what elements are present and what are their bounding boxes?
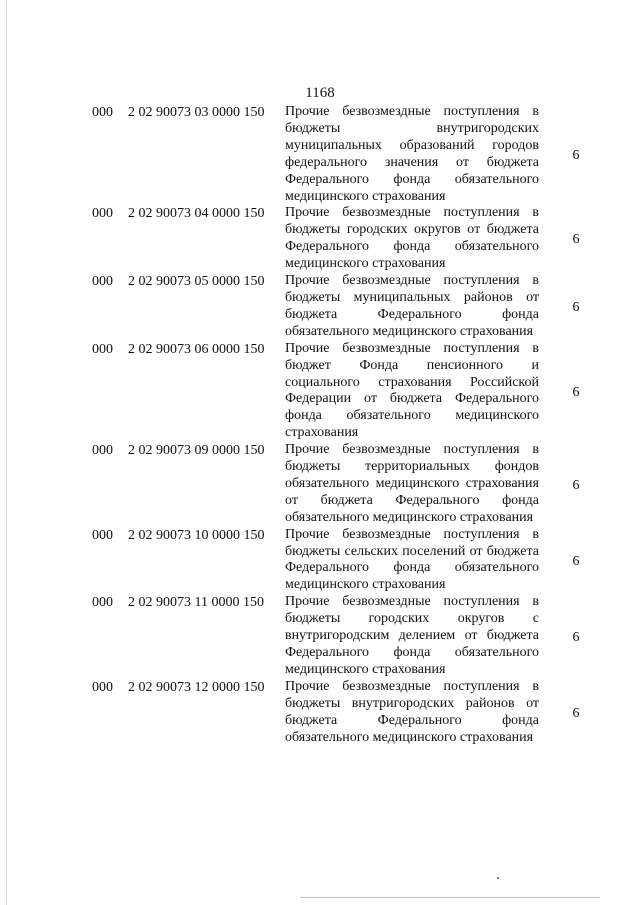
scan-bottom-line (300, 897, 600, 898)
kbk-code: 2 02 90073 12 0000 150 (128, 679, 265, 695)
kbk-code: 2 02 90073 05 0000 150 (128, 274, 265, 290)
row-value: 6 (572, 478, 580, 494)
admin-code: 000 (92, 341, 113, 357)
budget-classification-table (0, 104, 640, 746)
row-value: 6 (572, 553, 580, 569)
admin-code: 000 (92, 206, 113, 222)
kbk-code: 2 02 90073 03 0000 150 (128, 105, 265, 120)
admin-code: 000 (92, 443, 113, 459)
scan-speck (497, 877, 499, 879)
income-description: Прочие безвозмездные поступления в бюджеты сельских поселений от бюджета Федерального фонда обязательного медицинского страхования (285, 526, 539, 593)
admin-code: 000 (92, 105, 113, 120)
admin-code: 000 (92, 527, 113, 543)
table-row (0, 594, 640, 679)
income-description: Прочие безвозмездные поступления в бюджеты внутригородских районов от бюджета Федерального фонда обязательного медицинского страхования (285, 678, 539, 745)
kbk-code: 2 02 90073 06 0000 150 (128, 341, 265, 357)
row-value: 6 (572, 705, 580, 721)
income-description: Прочие безвозмездные поступления в бюджеты городских округов от бюджета Федерального фонда обязательного медицинского страхования (285, 205, 539, 272)
table-row (0, 341, 640, 442)
page-number: 1168 (305, 85, 335, 101)
income-description: Прочие безвозмездные поступления в бюджеты внутригородских муниципальных образований городов федерального значения от бюджета Федерального фонда обязательного медицинского страхования (285, 104, 539, 204)
table-row (0, 273, 640, 341)
table-row (0, 205, 640, 273)
table-row (0, 527, 640, 595)
income-description: Прочие безвозмездные поступления в бюджеты городских округов с внутригородским делением от бюджета Федерального фонда обязательного медицинского страхования (285, 594, 539, 677)
income-description: Прочие безвозмездные поступления в бюджет Фонда пенсионного и социального страхования Российской Федерации от бюджета Федерального фонда обязательного медицинского страхования (285, 340, 539, 441)
kbk-code: 2 02 90073 10 0000 150 (128, 527, 265, 543)
admin-code: 000 (92, 679, 113, 695)
kbk-code: 2 02 90073 11 0000 150 (128, 595, 264, 611)
admin-code: 000 (92, 274, 113, 290)
row-value: 6 (572, 384, 580, 400)
row-value: 6 (572, 300, 580, 316)
admin-code: 000 (92, 595, 113, 611)
row-value: 6 (572, 630, 580, 646)
table-row (0, 442, 640, 527)
kbk-code: 2 02 90073 04 0000 150 (128, 206, 265, 222)
income-description: Прочие безвозмездные поступления в бюджеты территориальных фондов обязательного медицинского страхования от бюджета Федерального фонда обязательного медицинского страхования (285, 442, 539, 525)
row-value: 6 (572, 232, 580, 248)
income-description: Прочие безвозмездные поступления в бюджеты муниципальных районов от бюджета Федерального фонда обязательного медицинского страхования (285, 273, 539, 339)
table-row (0, 679, 640, 747)
row-value: 6 (572, 148, 580, 163)
kbk-code: 2 02 90073 09 0000 150 (128, 443, 265, 459)
table-row (0, 104, 640, 205)
